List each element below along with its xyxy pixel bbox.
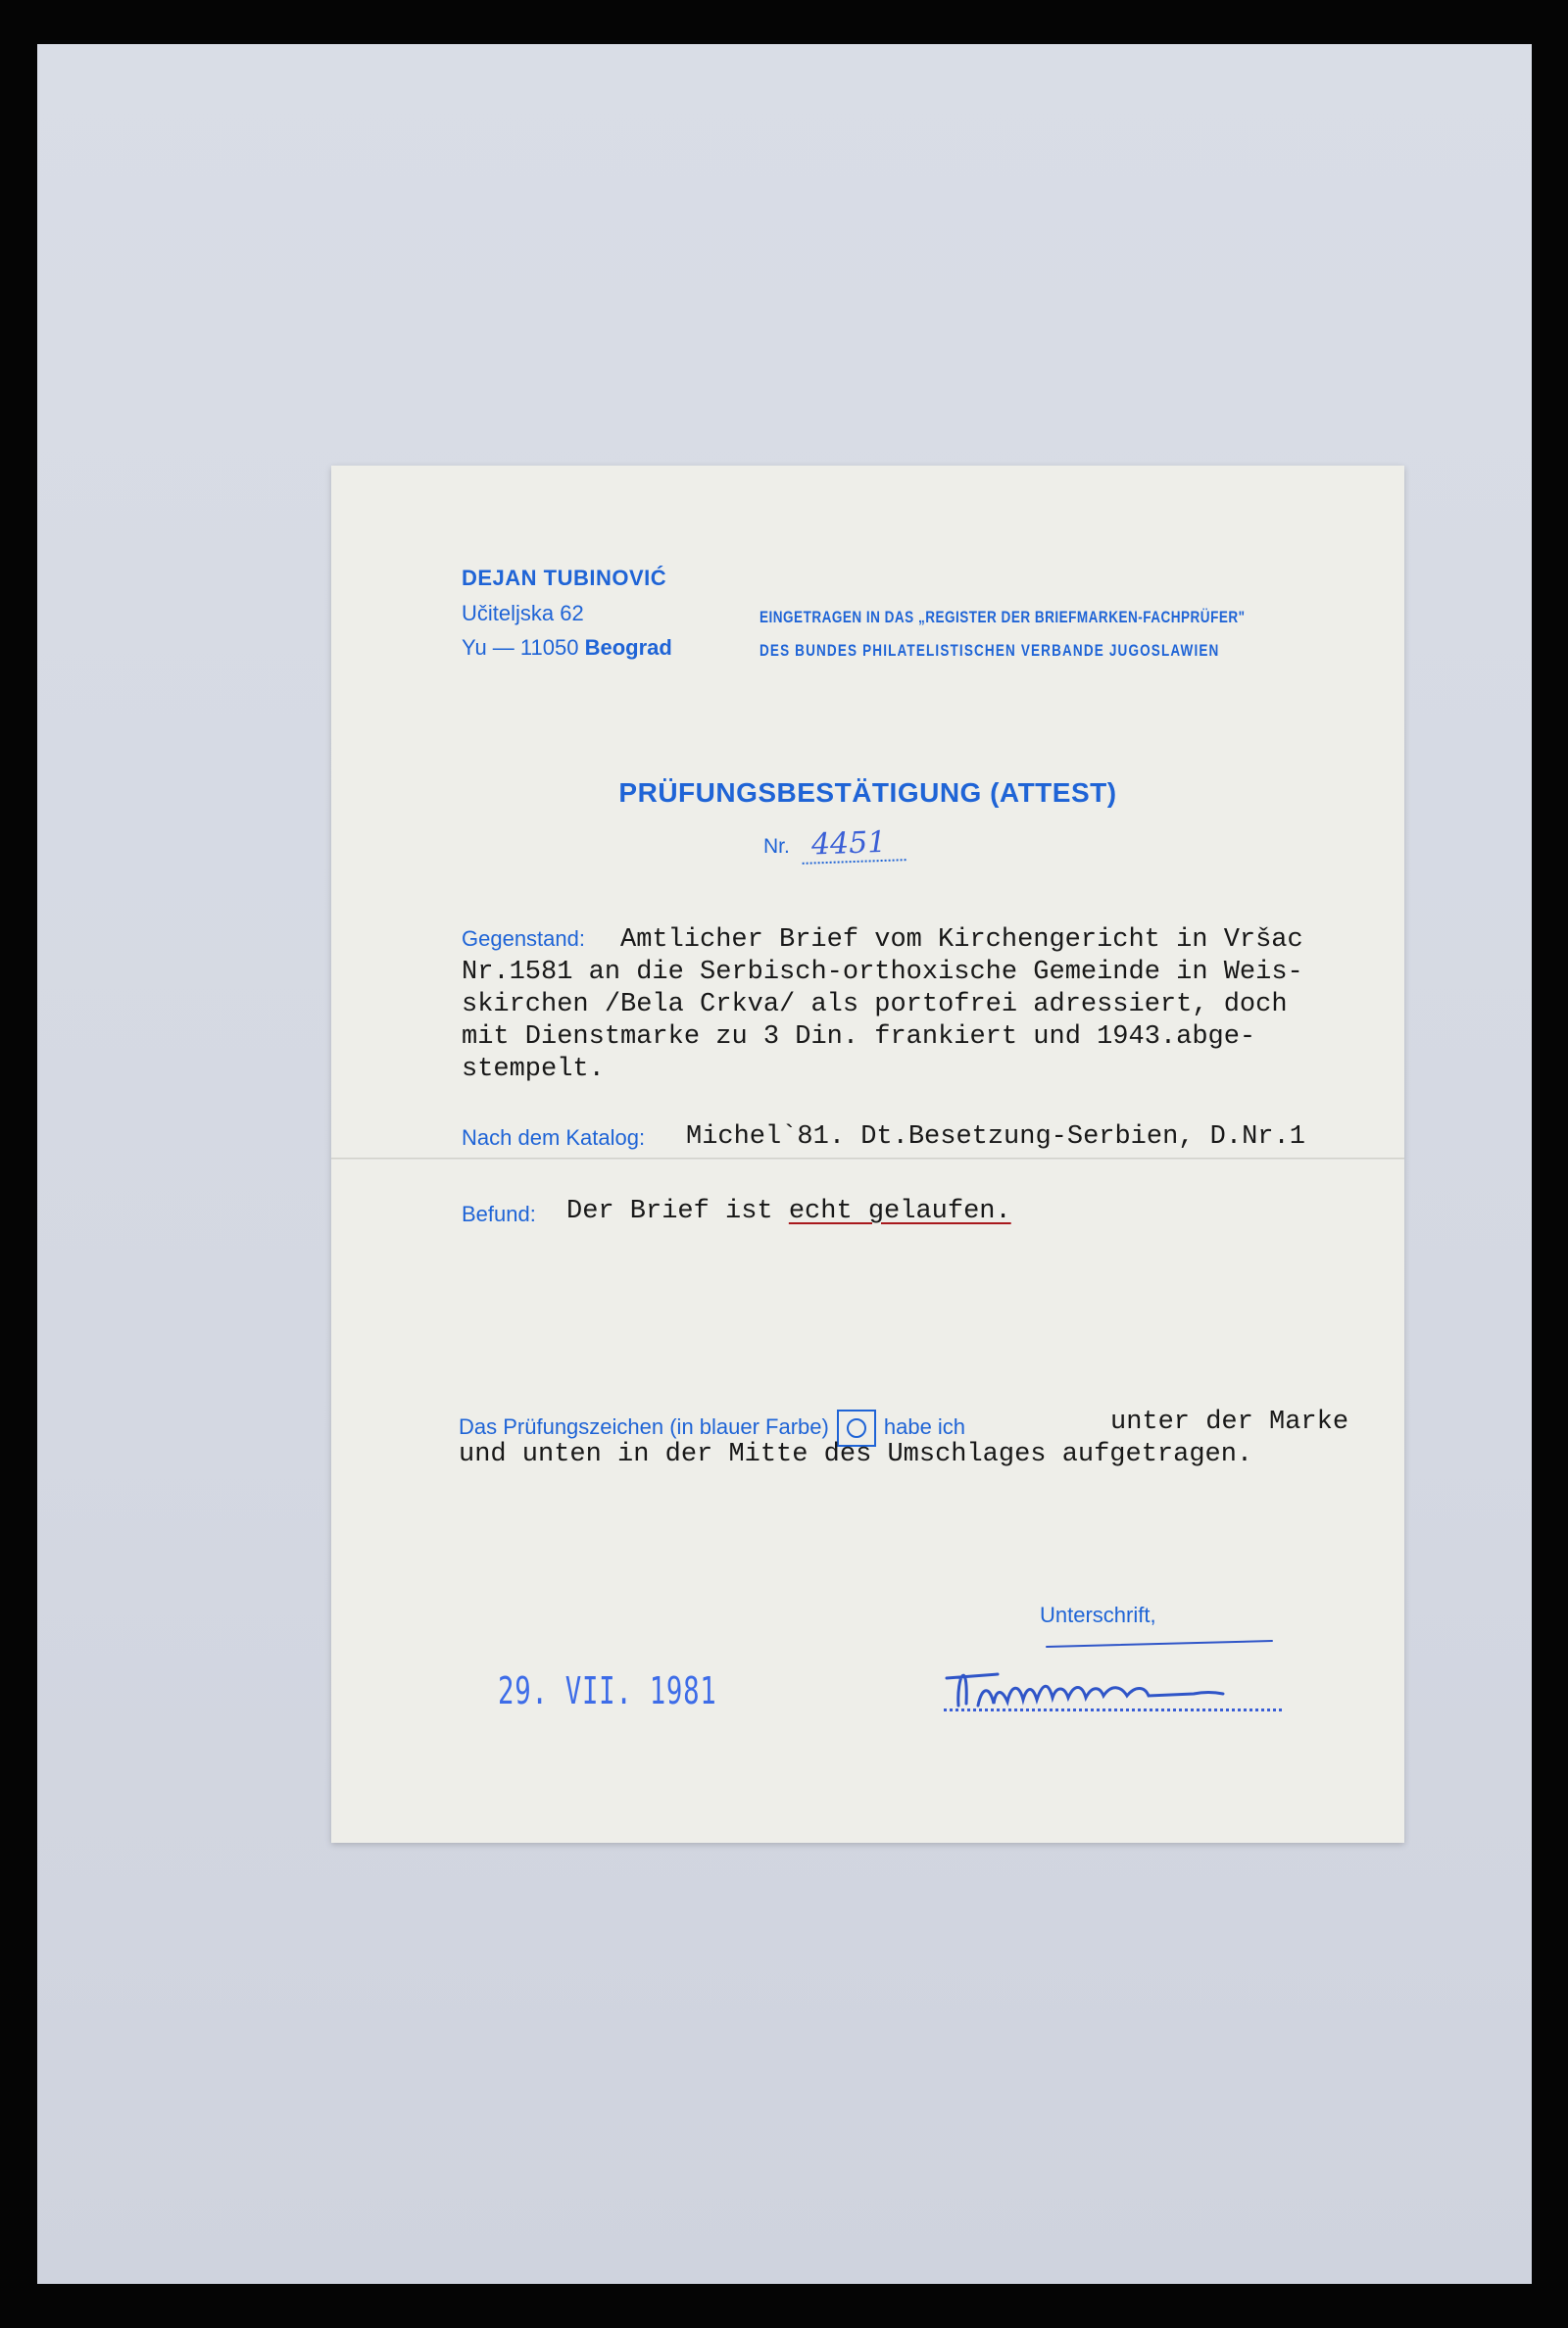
sender-city-prefix: Yu — 11050: [462, 635, 579, 660]
register-line-2: DES BUNDES PHILATELISTISCHEN VERBANDE JUGOSLAWIEN: [760, 642, 1220, 660]
sender-city: [462, 635, 672, 661]
katalog-text: Michel`81. Dt.Besetzung-Serbien, D.Nr.1: [686, 1122, 1305, 1152]
date-stamp: 29. VII. 1981: [498, 1669, 717, 1712]
sender-street: Učiteljska 62: [462, 601, 584, 625]
sender-name: DEJAN TUBINOVIĆ: [462, 566, 667, 590]
certificate-sheet: [331, 466, 1404, 1843]
fold-line: [331, 1158, 1404, 1161]
gegenstand-line-5: stempelt.: [462, 1055, 605, 1084]
gegenstand-label: Gegenstand:: [462, 926, 585, 951]
gegenstand-line-4: mit Dienstmarke zu 3 Din. frankiert und 1943.abge-: [462, 1022, 1256, 1052]
befund-label: Befund:: [462, 1202, 536, 1226]
gegenstand-line-2: Nr.1581 an die Serbisch-orthoxische Gemeinde in Weis-: [462, 958, 1303, 987]
handwritten-signature: [939, 1637, 1292, 1725]
pruefzeichen-text-line-1: unter der Marke: [1110, 1408, 1349, 1437]
pruefzeichen-label-after: habe ich: [883, 1413, 966, 1439]
document-title: PRÜFUNGSBESTÄTIGUNG (ATTEST): [618, 777, 1117, 808]
signature-label: Unterschrift,: [1040, 1603, 1156, 1627]
album-page: [37, 44, 1532, 2284]
befund-text-plain: Der Brief ist: [566, 1197, 789, 1226]
sender-city-name: Beograd: [584, 635, 672, 660]
signature-dotted-line: [944, 1709, 1282, 1711]
gegenstand-line-1: Amtlicher Brief vom Kirchengericht in Vršac: [620, 925, 1303, 955]
gegenstand-line-3: skirchen /Bela Crkva/ als portofrei adressiert, doch: [462, 990, 1288, 1019]
pruefzeichen-text-line-2: und unten in der Mitte des Umschlages aufgetragen.: [459, 1440, 1253, 1469]
certificate-number-label: Nr.: [763, 835, 790, 858]
register-line-1: EINGETRAGEN IN DAS „REGISTER DER BRIEFMARKEN-FACHPRÜFER": [760, 609, 1246, 626]
befund-text-underlined: echt gelaufen.: [788, 1197, 1011, 1226]
pruefzeichen-label-before: Das Prüfungszeichen (in blauer Farbe): [459, 1413, 829, 1439]
befund-text: [566, 1196, 1011, 1228]
certificate-number-value: 4451: [801, 824, 906, 865]
certificate-number-row: [763, 826, 906, 863]
katalog-label: Nach dem Katalog:: [462, 1125, 646, 1150]
